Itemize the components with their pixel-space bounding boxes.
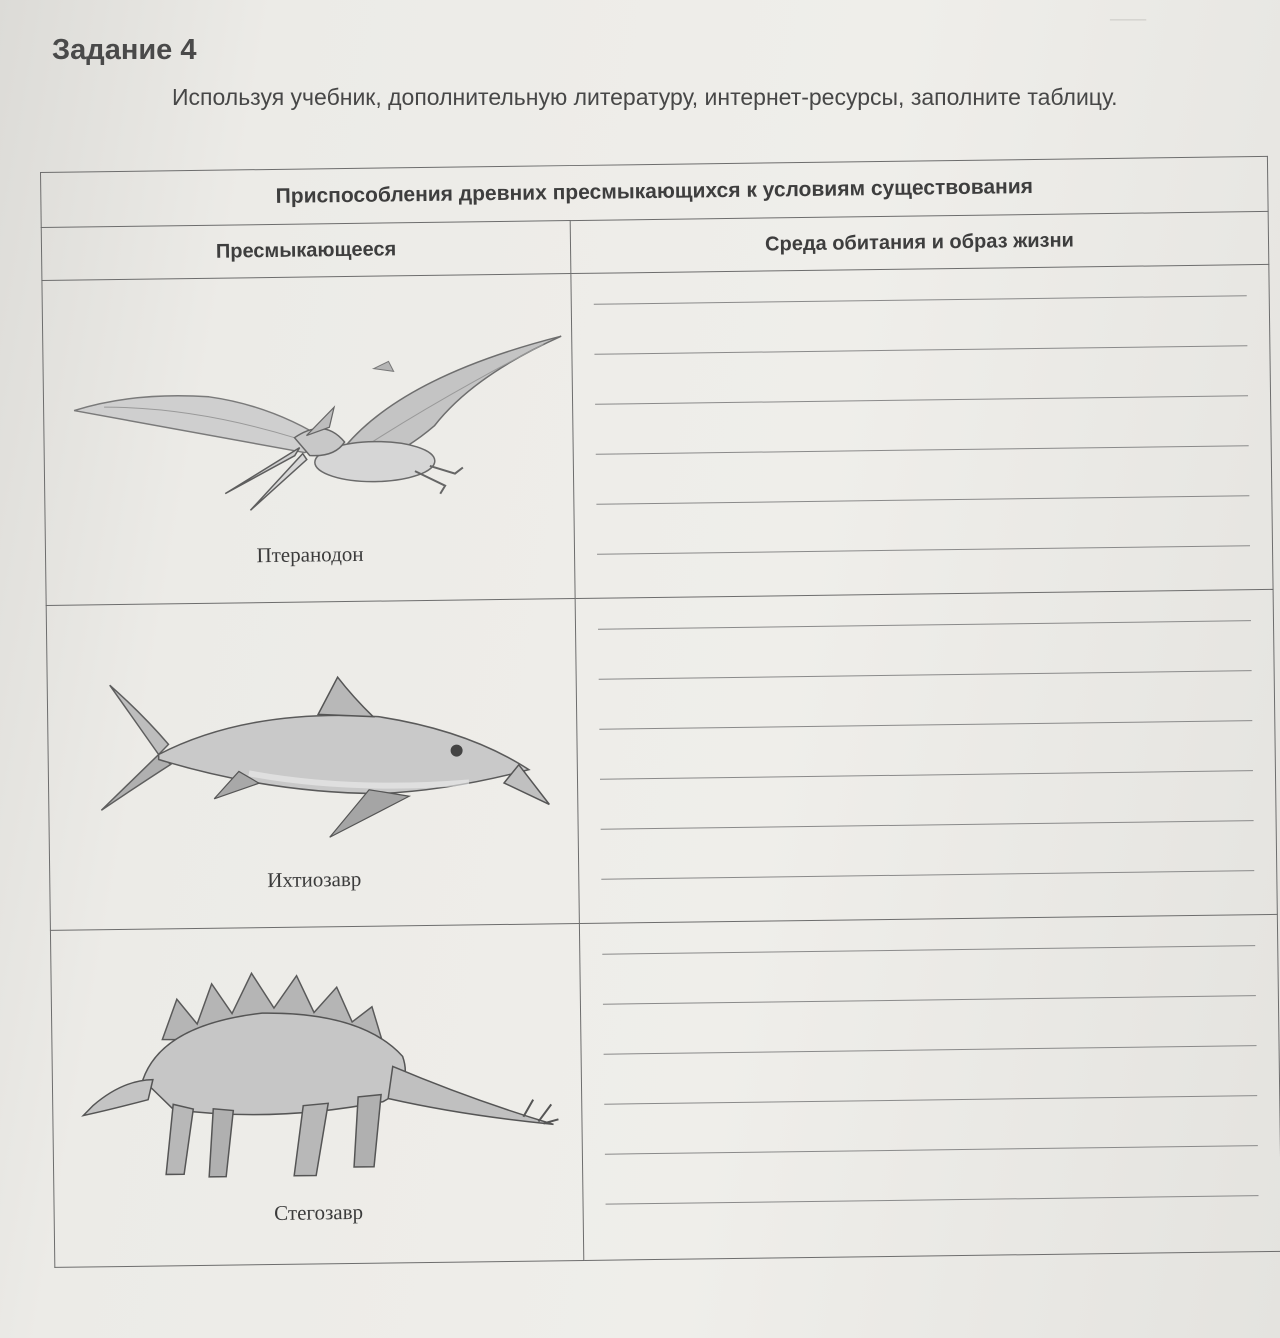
pteranodon-drawing <box>42 274 573 541</box>
answer-line[interactable] <box>605 1145 1258 1155</box>
reptile-cell <box>46 599 579 931</box>
habitat-answer-cell[interactable] <box>575 589 1277 923</box>
answer-line[interactable] <box>596 495 1249 505</box>
reptile-name: Стегозавр <box>274 1199 364 1226</box>
table-row <box>50 914 1280 1267</box>
answer-line[interactable] <box>606 1195 1259 1205</box>
task-instruction: Используя учебник, дополнительную литературу, интернет-ресурсы, заполните таблицу. <box>172 84 1118 110</box>
ichthyosaur-drawing <box>47 599 578 866</box>
habitat-answer-cell[interactable] <box>571 264 1273 598</box>
column-header-habitat: Среда обитания и образ жизни <box>570 211 1269 273</box>
table-row <box>42 264 1273 605</box>
answer-line[interactable] <box>600 770 1253 780</box>
adaptations-table <box>40 156 1280 1268</box>
bleed-through-text: ─── <box>1110 10 1147 29</box>
answer-line[interactable] <box>603 995 1256 1005</box>
task-title: Задание 4 <box>52 34 197 66</box>
habitat-answer-cell[interactable] <box>579 914 1280 1260</box>
answer-lines[interactable] <box>598 590 1255 923</box>
answer-line[interactable] <box>595 395 1248 405</box>
answer-lines[interactable] <box>593 265 1250 598</box>
answer-line[interactable] <box>599 670 1252 680</box>
column-header-reptile: Пресмыкающееся <box>41 221 571 281</box>
table-row <box>46 589 1277 930</box>
answer-line[interactable] <box>602 945 1255 955</box>
answer-line[interactable] <box>599 720 1252 730</box>
answer-line[interactable] <box>594 295 1247 305</box>
answer-line[interactable] <box>604 1095 1257 1105</box>
stegosaurus-drawing <box>51 924 582 1201</box>
reptile-cell <box>42 274 575 606</box>
reptile-name: Ихтиозавр <box>267 866 362 893</box>
answer-line[interactable] <box>594 345 1247 355</box>
worksheet-table <box>40 156 1280 1276</box>
answer-line[interactable] <box>601 870 1254 880</box>
answer-line[interactable] <box>596 445 1249 455</box>
table-caption: Приспособления древних пресмыкающихся к условиям существования <box>41 156 1269 227</box>
answer-line[interactable] <box>597 545 1250 555</box>
answer-line[interactable] <box>604 1045 1257 1055</box>
reptile-name: Птеранодон <box>256 541 364 568</box>
answer-line[interactable] <box>598 620 1251 630</box>
reptile-cell <box>50 924 583 1268</box>
answer-lines[interactable] <box>602 915 1259 1260</box>
answer-line[interactable] <box>601 820 1254 830</box>
